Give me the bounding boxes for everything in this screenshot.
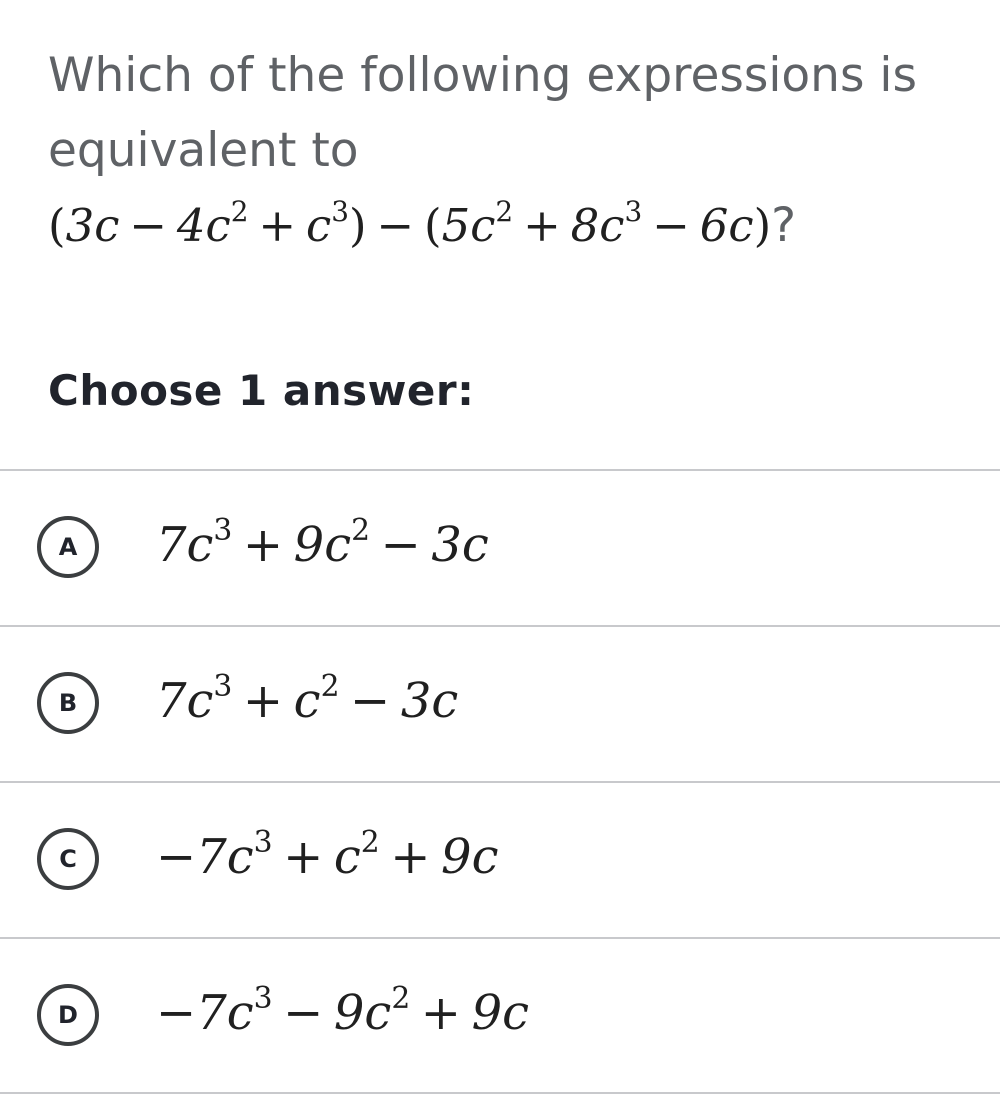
answer-option-d[interactable] xyxy=(0,939,1000,1093)
answer-expression xyxy=(156,980,529,1041)
term: 7c xyxy=(196,985,254,1041)
term: 9c xyxy=(471,985,529,1041)
choice-letter-badge: D xyxy=(37,984,99,1046)
exponent: 2 xyxy=(391,980,411,1016)
question-text xyxy=(48,38,968,269)
exponent: 3 xyxy=(213,512,233,548)
operator: − xyxy=(376,199,415,252)
term: 9c xyxy=(333,985,392,1041)
operator: − xyxy=(380,517,421,573)
operator: + xyxy=(523,199,561,252)
question-prompt: Which of the following expressions is equivalent to xyxy=(48,48,917,178)
divider xyxy=(0,1092,1000,1094)
answer-expression xyxy=(156,512,489,573)
term: 4c xyxy=(176,199,231,252)
term: 6c xyxy=(699,199,754,252)
term: 7c xyxy=(196,829,254,885)
term: c xyxy=(306,199,332,252)
term: 3c xyxy=(431,517,489,573)
answer-expression xyxy=(156,668,459,729)
exponent: 3 xyxy=(253,980,273,1016)
operator: + xyxy=(242,673,284,729)
answer-option-b[interactable] xyxy=(0,627,1000,781)
exponent: 2 xyxy=(320,668,340,704)
operator: + xyxy=(242,517,284,573)
choice-letter-badge: C xyxy=(37,828,99,890)
sign: − xyxy=(156,829,197,885)
operator: + xyxy=(420,985,462,1041)
sign: − xyxy=(156,985,197,1041)
question-expression xyxy=(48,194,772,252)
answer-option-c[interactable] xyxy=(0,783,1000,937)
exponent: 3 xyxy=(624,194,643,228)
question-mark: ? xyxy=(771,198,797,253)
operator: + xyxy=(258,199,297,252)
operator: + xyxy=(283,829,324,885)
term: 3c xyxy=(65,199,120,252)
operator: − xyxy=(283,985,324,1041)
exponent: 3 xyxy=(331,194,349,228)
answer-option-a[interactable] xyxy=(0,471,1000,625)
exponent: 2 xyxy=(495,194,514,228)
paren-close: ) xyxy=(348,199,367,252)
term: 9c xyxy=(293,517,352,573)
exponent: 2 xyxy=(360,824,380,860)
term: 8c xyxy=(570,199,625,252)
paren-close: ) xyxy=(753,199,772,252)
paren-open: ( xyxy=(424,199,442,252)
term: 3c xyxy=(400,673,459,729)
choice-letter-badge: B xyxy=(37,672,99,734)
exponent: 3 xyxy=(253,824,273,860)
term: 7c xyxy=(156,673,214,729)
term: 9c xyxy=(441,829,499,885)
exponent: 3 xyxy=(213,668,233,704)
operator: − xyxy=(652,199,690,252)
term: c xyxy=(293,673,321,729)
choose-answer-label: Choose 1 answer: xyxy=(48,366,475,415)
term: 7c xyxy=(156,517,214,573)
operator: − xyxy=(350,673,391,729)
term: c xyxy=(333,829,361,885)
operator: + xyxy=(390,829,431,885)
exponent: 2 xyxy=(351,512,371,548)
choice-letter-badge: A xyxy=(37,516,99,578)
exponent: 2 xyxy=(230,194,249,228)
answer-expression xyxy=(156,824,499,885)
paren-open: ( xyxy=(48,199,66,252)
term: 5c xyxy=(441,199,496,252)
operator: − xyxy=(129,199,168,252)
